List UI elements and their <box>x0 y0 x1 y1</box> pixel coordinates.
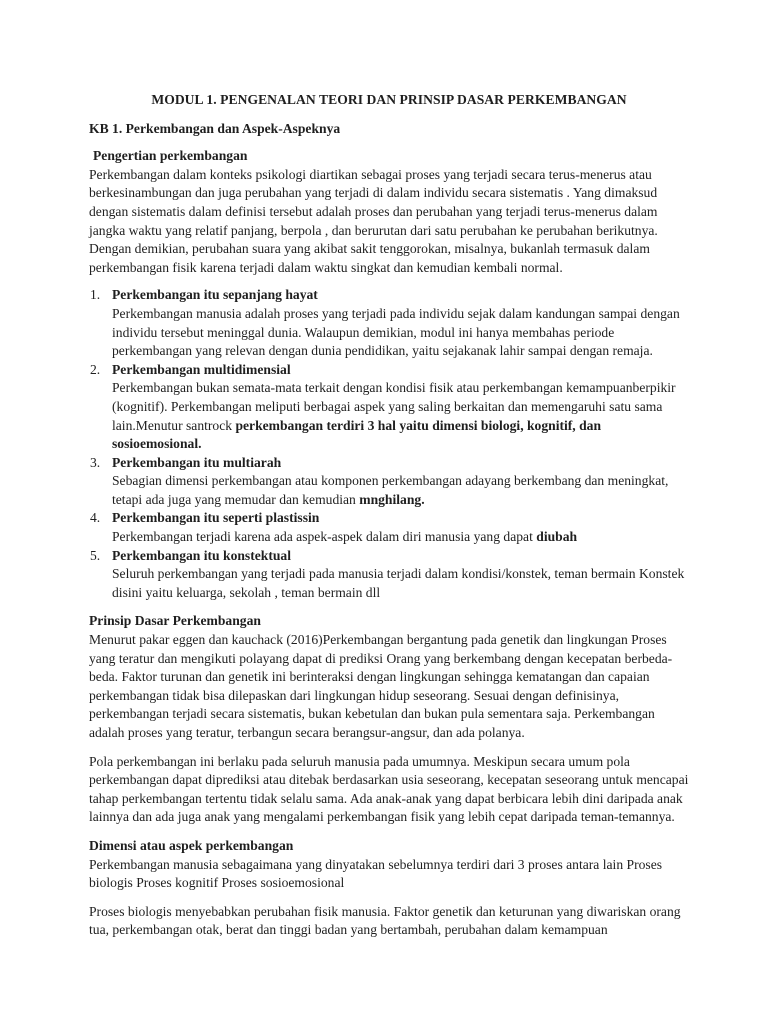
list-item-title: Perkembangan itu multiarah <box>112 454 282 470</box>
document-title: MODUL 1. PENGENALAN TEORI DAN PRINSIP DASAR PERKEMBANGAN <box>151 92 627 107</box>
kb-heading: KB 1. Perkembangan dan Aspek-Aspeknya <box>89 120 341 136</box>
list-item-text: Perkembangan terjadi karena ada aspek-aspek dalam diri manusia yang dapat diubah <box>112 529 578 545</box>
section-heading-dimensi: Dimensi atau aspek perkembangan <box>89 837 294 853</box>
list-item-number: 2. <box>90 361 101 377</box>
list-item-number: 4. <box>90 510 101 526</box>
section-body-prinsip-1: Menurut pakar eggen dan kauchack (2016)Perkembangan bergantung pada genetik dan lingkungan Proses yang teratur dan mengikuti polayang dapat di prediksi Orang yang berkembang dengan kecepatan berbeda-beda. Faktor turunan dan genetik ini berinteraksi dengan lingkungan sehingga kematangan dan capaian perkembangan tidak bisa dilepaskan dari lingkungan hidup seseorang. Sesuai dengan definisinya, perkembangan terjadi secara sistematis, bukan kebetulan dan bukan pula sementara saja. Perkembangan adalah proses yang teratur, terbangun secara berangsur-angsur, dan ada polanya. <box>89 632 673 740</box>
list-item-title: Perkembangan itu konstektual <box>112 547 292 563</box>
list-item-text: Sebagian dimensi perkembangan atau komponen perkembangan adayang berkembang dan meningkat, tetapi ada juga yang memudar dan kemudian mnghilang. <box>112 473 669 507</box>
list-item-number: 1. <box>90 287 101 303</box>
section-heading-pengertian: Pengertian perkembangan <box>93 148 248 164</box>
list-item-number: 5. <box>90 547 101 563</box>
list-item-text: Perkembangan manusia adalah proses yang terjadi pada individu sejak dalam kandungan sampai dengan individu tersebut meninggal dunia. Walaupun demikian, modul ini hanya membahas periode perkembangan yang relevan dengan dunia pendidikan, yaitu sejakanak lahir sampai dengan remaja. <box>112 305 680 359</box>
list-item-title: Perkembangan multidimensial <box>112 361 291 377</box>
section-body-prinsip-2: Pola perkembangan ini berlaku pada seluruh manusia pada umumnya. Meskipun secara umum pola perkembangan dapat diprediksi atau ditebak berdasarkan usia seseorang, kecepatan seseorang untuk mencapai tahap perkembangan tertentu tidak selalu sama. Ada anak-anak yang dapat berbicara lebih dini daripada anak lainnya dan ada juga anak yang mengalami perkembangan fisik yang lebih cepat daripada teman-temannya. <box>89 753 689 825</box>
list-item-text: Perkembangan bukan semata-mata terkait dengan kondisi fisik atau perkembangan kemampuanberpikir (kognitif). Perkembangan meliputi berbagai aspek yang saling berkaitan dan memengaruhi satu sama lain.Menutur santrock perkembangan terdiri 3 hal yaitu dimensi biologi, kognitif, dan sosioemosional. <box>112 380 676 452</box>
list-item <box>89 509 689 546</box>
document-page <box>89 91 689 940</box>
section-heading-prinsip: Prinsip Dasar Perkembangan <box>89 613 261 629</box>
list-item-title: Perkembangan itu seperti plastissin <box>112 510 320 526</box>
section-body-pengertian: Perkembangan dalam konteks psikologi diartikan sebagai proses yang terjadi secara terus-menerus atau berkesinambungan dan juga perubahan yang terjadi di dalam individu secara sistematis . Yang dimaksud dengan sistematis dalam definisi tersebut adalah proses dan perubahan yang terjadi terus-menerus dalam jangka waktu yang relatif panjang, berpola , dan berurutan dari satu perubahan ke perubahan berikutnya. Dengan demikian, perubahan suara yang akibat sakit tenggorokan, misalnya, bukanlah termasuk dalam perkembangan fisik karena terjadi dalam waktu singkat dan kemudian kembali normal. <box>89 166 658 275</box>
list-item-title: Perkembangan itu sepanjang hayat <box>112 287 318 303</box>
list-item-text: Seluruh perkembangan yang terjadi pada manusia terjadi dalam kondisi/konstek, teman bermain Konstek disini yaitu keluarga, sekolah , teman bermain dll <box>112 566 685 600</box>
section-body-dimensi-1: Perkembangan manusia sebagaimana yang dinyatakan sebelumnya terdiri dari 3 proses antara lain Proses biologis Proses kognitif Proses sosioemosional <box>89 856 663 891</box>
list-item-number: 3. <box>90 454 101 470</box>
principles-list <box>89 286 689 602</box>
section-body-dimensi-2: Proses biologis menyebabkan perubahan fisik manusia. Faktor genetik dan keturunan yang diwariskan orang tua, perkembangan otak, berat dan tinggi badan yang bertambah, perubahan dalam kemampuan <box>89 903 681 938</box>
list-item <box>89 286 689 360</box>
list-item <box>89 454 689 510</box>
list-item <box>89 547 689 603</box>
list-item <box>89 361 689 454</box>
